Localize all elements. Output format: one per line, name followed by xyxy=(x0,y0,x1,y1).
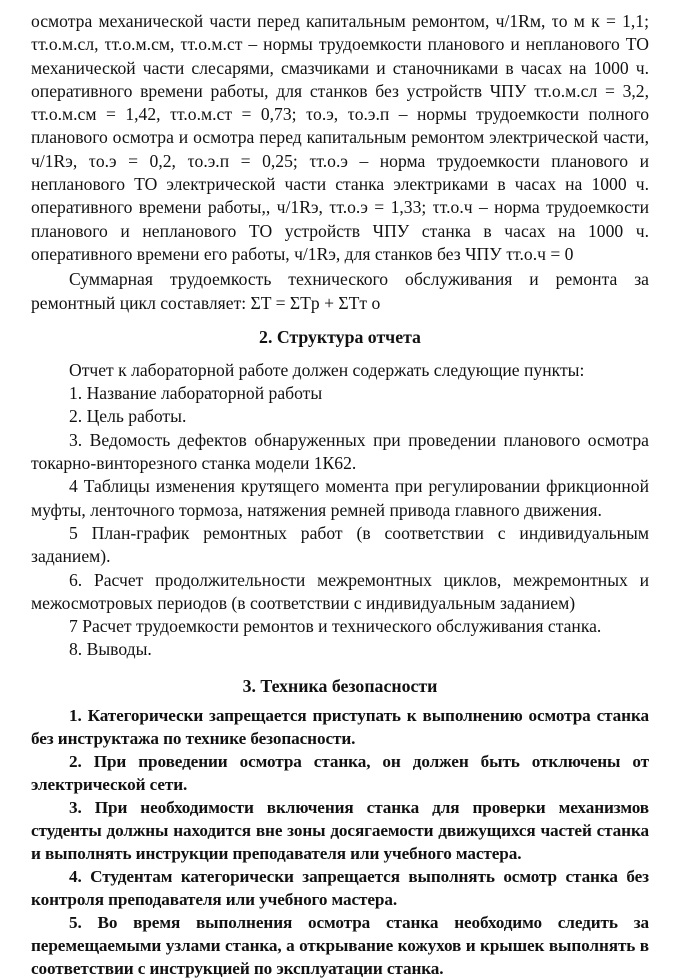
list-item: 5 План-график ремонтных работ (в соответствии с индивидуальным заданием). xyxy=(31,522,649,567)
list-item: 3. При необходимости включения станка для проверки механизмов студенты должны находится вне зоны досягаемости движущихся частей станка и выполнять инструкции преподавателя или учебного мастера. xyxy=(31,797,649,863)
list-item: 2. Цель работы. xyxy=(69,406,187,427)
paragraph-norms: осмотра механической части перед капитальным ремонтом, ч/1Rм, τо м к = 1,1; τт.о.м.сл, τт.о.м.см, τт.о.м.ст – нормы трудоемкости планового и непланового ТО механической части слесарями, смазчиками и станочниками в часах на 1000 ч. оперативного времени работы, для станков без устройств ЧПУ τт.о.м.сл = 3,2, τт.о.м.см = 1,42, τт.о.м.ст = 0,73; τо.э, τо.э.п – нормы трудоемкости полного планового осмотра и осмотра перед капитальным ремонтом электрической части, ч/1Rэ, τо.э = 0,2, τо.э.п = 0,25; τт.о.э – норма трудоемкости планового и непланового ТО электрической части станка электриками в часах на 1000 ч. оперативного времени работы,, ч/1Rэ, τт.о.э = 1,33; τт.о.ч – норма трудоемкости планового и непланового ТО устройств ЧПУ станка в часах на 1000 ч. оперативного времени его работы, ч/1Rэ, для станков без ЧПУ τт.о.ч = 0 xyxy=(31,11,649,264)
list-item: 4 Таблицы изменения крутящего момента при регулировании фрикционной муфты, ленточного тормоза, натяжения ремней привода главного движения. xyxy=(31,476,649,520)
list-item: 8. Выводы. xyxy=(69,639,152,660)
paragraph-total-labor: Суммарная трудоемкость технического обслуживания и ремонта за ремонтный цикл составляет: ΣT = ΣTр + ΣTт о xyxy=(31,269,649,313)
section-safety xyxy=(31,674,649,980)
list-item: 6. Расчет продолжительности межремонтных циклов, межремонтных и межосмотровых периодов (в соответствии с индивидуальным заданием) xyxy=(31,569,649,613)
list-item: 1. Название лабораторной работы xyxy=(69,383,323,404)
section-report-structure xyxy=(31,325,649,662)
list-item: 1. Категорически запрещается приступать к выполнению осмотра станка без инструктажа по технике безопасности. xyxy=(31,705,649,748)
section-2-title: 2. Структура отчета xyxy=(259,326,421,347)
list-item: 7 Расчет трудоемкости ремонтов и технического обслуживания станка. xyxy=(69,616,602,637)
list-item: 3. Ведомость дефектов обнаруженных при проведении планового осмотра токарно-винторезного станка модели 1К62. xyxy=(31,429,649,474)
section-2-intro: Отчет к лабораторной работе должен содержать следующие пункты: xyxy=(69,359,585,380)
list-item: 4. Студентам категорически запрещается выполнять осмотр станка без контроля преподавателя или учебного мастера. xyxy=(31,866,649,909)
list-item: 5. Во время выполнения осмотра станка необходимо следить за перемещаемыми узлами станка, а открывание кожухов и крышек выполнять в соответствии с инструкцией по эксплуатации станка. xyxy=(31,912,649,978)
section-3-title: 3. Техника безопасности xyxy=(242,675,438,696)
list-item: 2. При проведении осмотра станка, он должен быть отключены от электрической сети. xyxy=(31,751,649,794)
